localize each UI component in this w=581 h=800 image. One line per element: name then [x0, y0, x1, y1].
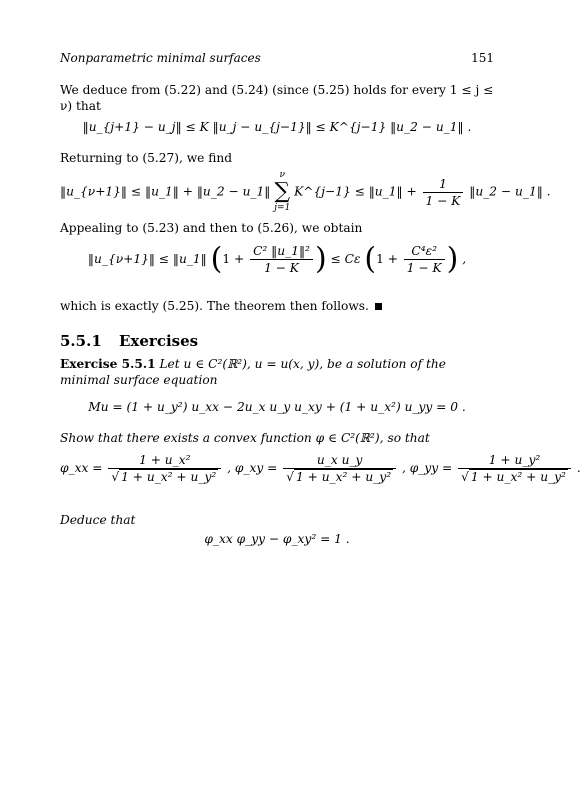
phi-yy-fraction: [458, 452, 571, 485]
summation-sign: [274, 170, 290, 214]
eq3-frac1-num: C² ‖u_1‖²: [253, 244, 310, 258]
phi-xx-fraction: [108, 452, 221, 485]
eq3-mid: ≤ Cε: [330, 252, 361, 266]
eq3-open-paren: (: [210, 241, 223, 277]
eq2-left: ‖u_{ν+1}‖ ≤ ‖u_1‖ + ‖u_2 − u_1‖: [60, 184, 271, 199]
phi-xx-lhs: φ_xx =: [60, 461, 103, 475]
phi-xx-den: √ 1 + u_x² + u_y²: [108, 468, 221, 485]
eq3-close-paren: ): [314, 241, 327, 277]
eq3-frac1-den: 1 − K: [250, 259, 313, 276]
exercise-deduce: Deduce that: [60, 513, 136, 527]
paragraph-3: Appealing to (5.23) and then to (5.26), we obtain: [60, 221, 363, 235]
eq3-fraction-2: [404, 243, 445, 276]
exercise-show: Show that there exists a convex function φ ∈ C²(ℝ²), so that: [60, 431, 430, 445]
equation-mu: Mu = (1 + u_y²) u_xx − 2u_x u_y u_xy + (1 + u_x²) u_yy = 0 .: [88, 400, 466, 414]
page-number: 151: [471, 51, 494, 65]
paragraph-1: We deduce from (5.22) and (5.24) (since (5.25) holds for every 1 ≤ j ≤ ν) that: [60, 83, 494, 113]
paragraph-2: Returning to (5.27), we find: [60, 151, 233, 165]
equation-2: [60, 170, 551, 214]
phi-yy-num: 1 + u_y²: [488, 453, 541, 467]
phi-xy-num: u_x u_y: [316, 453, 363, 467]
section-title: Exercises: [119, 332, 199, 350]
exercise-text: Let u ∈ C²(ℝ²), u = u(x, y), be a solution of the minimal surface equation: [60, 357, 446, 387]
phi-xy-lhs: , φ_xy =: [227, 461, 278, 475]
eq2-right: ‖u_2 − u_1‖ .: [469, 184, 551, 199]
eq2-frac-num: 1: [439, 176, 447, 191]
eq2-frac-den: 1 − K: [423, 192, 464, 209]
eq3-fraction-1: [250, 243, 313, 276]
eq2-mid: K^{j−1} ≤ ‖u_1‖ +: [294, 184, 417, 199]
exercise-label: Exercise 5.5.1: [60, 357, 156, 371]
eq3-left: ‖u_{ν+1}‖ ≤ ‖u_1‖: [87, 252, 207, 266]
exercise-statement: [60, 356, 494, 388]
sum-upper-limit: ν: [279, 170, 285, 180]
equation-3: ‖u_{ν+1}‖ ≤ ‖u_1‖ (1 + $\frac{\text{C² ‖u\_1‖²}}{1 - K}$ ) ≤ Cε (1 + $\frac{\text{C⁴ε²}}{1 - K}$ ) ,: [87, 241, 467, 277]
phi-xy-fraction: [283, 452, 396, 485]
final-equation: φ_xx φ_yy − φ_xy² = 1 .: [204, 532, 350, 546]
paragraph-4-text: which is exactly (5.25). The theorem then follows.: [60, 299, 369, 313]
phi-xx-den-radicand: 1 + u_x² + u_y²: [121, 470, 217, 484]
running-title: Nonparametric minimal surfaces: [60, 51, 261, 65]
eq3-close-paren-2: ): [446, 241, 459, 277]
phi-xy-den: √ 1 + u_x² + u_y²: [283, 468, 396, 485]
phi-xy-den-radicand: 1 + u_x² + u_y²: [295, 470, 392, 484]
equation-phi: [60, 452, 581, 485]
section-heading: [60, 332, 198, 350]
equation-1: ‖u_{j+1} − u_j‖ ≤ K ‖u_j − u_{j−1}‖ ≤ K^{j−1} ‖u_2 − u_1‖ .: [82, 120, 472, 134]
qed-square-icon: [375, 303, 382, 310]
phi-yy-den-radicand: 1 + u_x² + u_y²: [470, 470, 566, 484]
eq3-end: ,: [462, 252, 467, 266]
section-number: 5.5.1: [60, 332, 102, 350]
phi-end: .: [576, 461, 581, 475]
phi-xx-num: 1 + u_x²: [139, 453, 191, 467]
eq3-open-paren-2: (: [364, 241, 377, 277]
eq3-frac2-den: 1 − K: [404, 259, 445, 276]
eq2-fraction: [423, 176, 464, 209]
eq3-frac2-num: C⁴ε²: [411, 244, 438, 258]
phi-yy-den: √ 1 + u_x² + u_y²: [458, 468, 571, 485]
page: [60, 0, 581, 800]
phi-yy-lhs: , φ_yy =: [401, 461, 453, 475]
sum-lower-limit: j=1: [274, 203, 291, 213]
paragraph-4: [60, 298, 494, 314]
sigma-symbol: ∑: [274, 179, 291, 204]
running-header: [60, 51, 494, 65]
